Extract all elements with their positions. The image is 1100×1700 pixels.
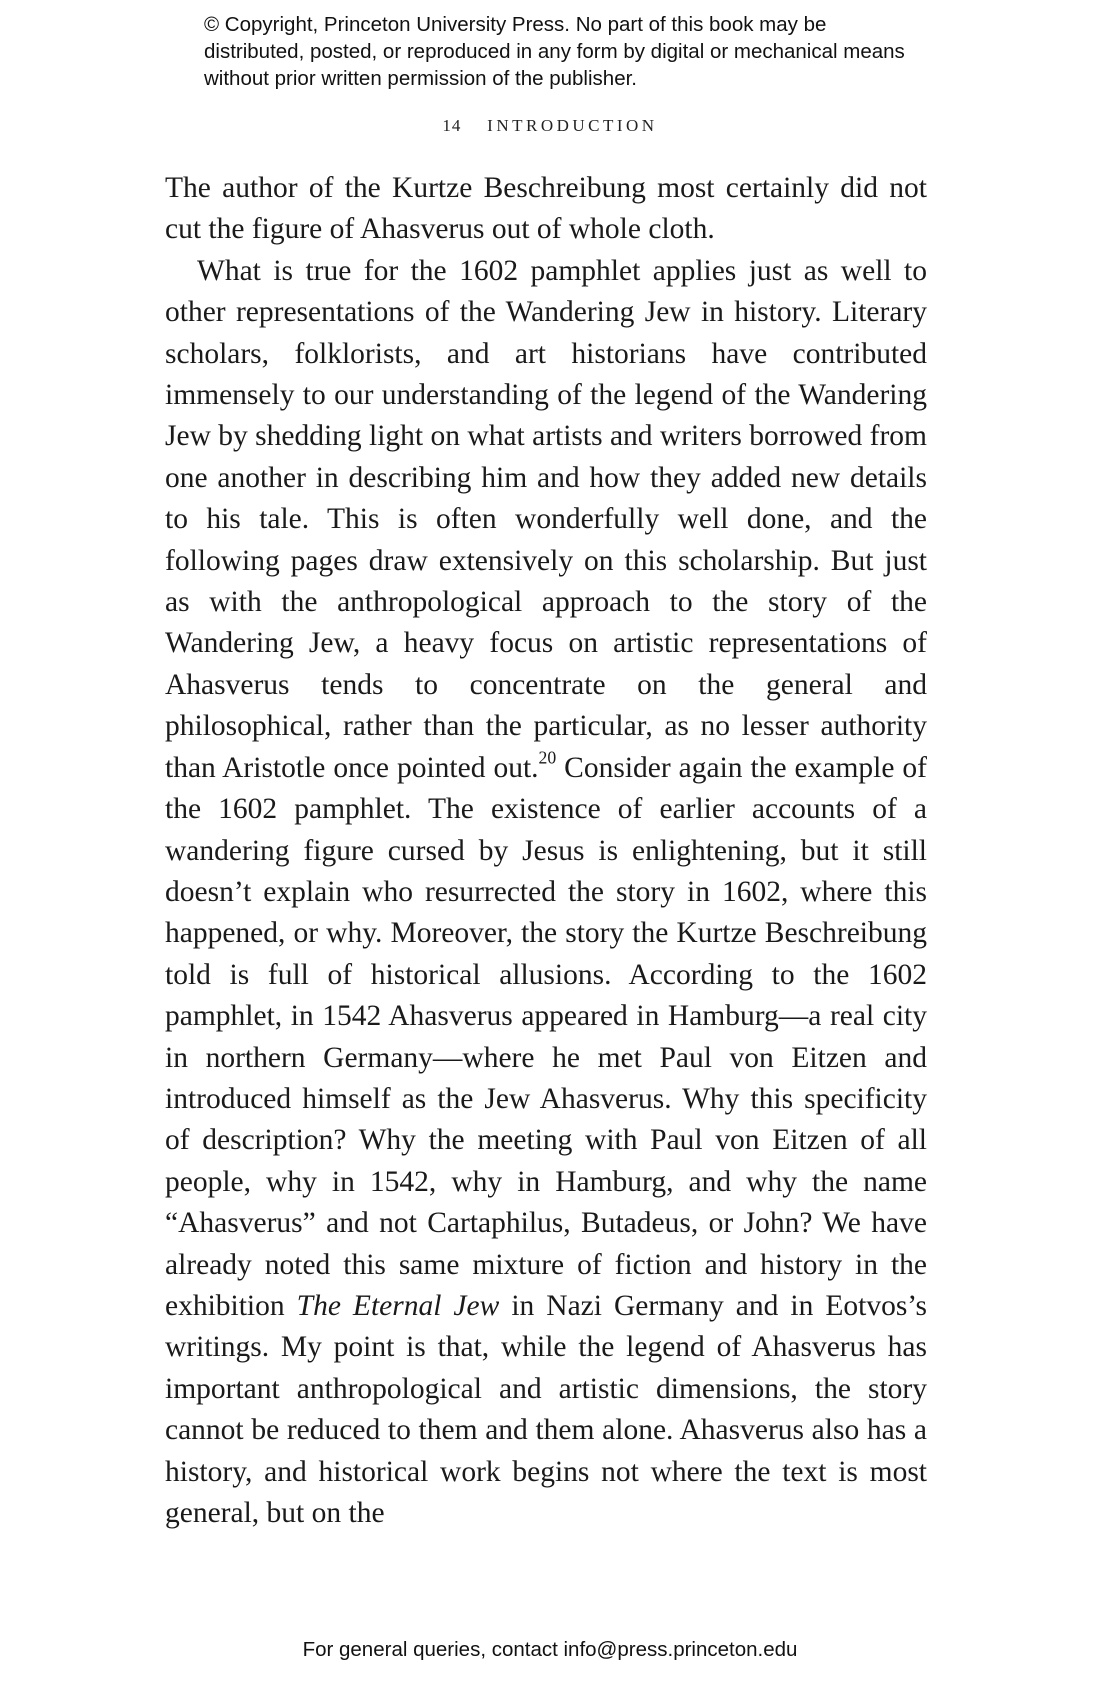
- running-head: [0, 116, 1100, 136]
- copyright-notice: © Copyright, Princeton University Press. No part of this book may be distributed, posted, or reproduced in any form by digital or mechanical means without prior written permission of the publisher.: [204, 13, 905, 90]
- paragraph-2: [165, 251, 927, 1535]
- paragraph-1: The author of the Kurtze Beschreibung most certainly did not cut the figure of Ahasverus out of whole cloth.: [165, 172, 927, 246]
- italic-exhibition-title: The Eternal Jew: [296, 1289, 500, 1322]
- footer-contact: For general queries, contact info@press.princeton.edu: [302, 1638, 798, 1661]
- paragraph-2-text-start: What is true for the 1602 pamphlet applies just as well to other representations of the Wandering Jew in history. Literary scholars, folklorists, and art historians have contributed immensely to our understanding of the legend of the Wandering Jew by shedding light on what artists and writers borrowed from one another in describing him and how they added new details to his tale. This is often wonderfully well done, and the following pages draw extensively on this scholarship. But just as with the anthropological approach to the story of the Wandering Jew, a heavy focus on artistic representations of Ahasverus tends to concentrate on the general and philosophical, rather than the particular, as no lesser authority than Aristotle once pointed out.: [165, 254, 927, 784]
- paragraph-2-text-end: in Nazi Germany and in Eotvos’s writings. My point is that, while the legend of Ahasverus has important anthropological and artistic dimensions, the story cannot be reduced to them and them alone. Ahasverus also has a history, and historical work begins not where the text is most general, but on the: [165, 1289, 927, 1529]
- footnote-reference: 20: [538, 747, 557, 768]
- body-text: [165, 168, 927, 1534]
- page-number: 14: [442, 116, 462, 135]
- paragraph-2-text-middle: Consider again the example of the 1602 pamphlet. The existence of earlier accounts of a wandering figure cursed by Jesus is enlightening, but it still doesn’t explain who resurrected the story in 1602, where this happened, or why. Moreover, the story the Kurtze Beschreibung told is full of historical allusions. According to the 1602 pamphlet, in 1542 Ahasverus appeared in Hamburg—a real city in northern Germany—where he met Paul von Eitzen and introduced himself as the Jew Ahasverus. Why this specificity of description? Why the meeting with Paul von Eitzen of all people, why in 1542, why in Hamburg, and why the name “Ahasverus” and not Cartaphilus, Butadeus, or John? We have already noted this same mixture of fiction and history in the exhibition: [165, 751, 927, 1322]
- chapter-title: INTRODUCTION: [487, 116, 658, 135]
